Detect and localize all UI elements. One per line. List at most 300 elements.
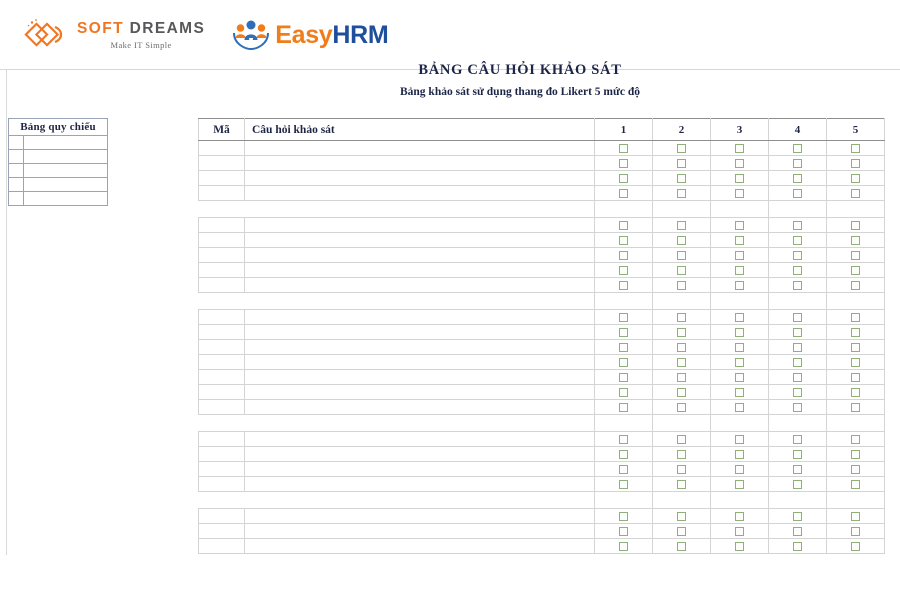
likert-cell-1[interactable] (595, 186, 653, 201)
likert-cell-2[interactable] (653, 400, 711, 415)
likert-cell-1[interactable] (595, 400, 653, 415)
likert-checkbox-dt3-2[interactable] (677, 251, 686, 260)
likert-checkbox-dn3-5[interactable] (851, 465, 860, 474)
table-row (199, 171, 885, 186)
likert-checkbox-dt2-5[interactable] (851, 236, 860, 245)
likert-checkbox-cv3-3[interactable] (735, 542, 744, 551)
likert-cell-1[interactable] (595, 310, 653, 325)
likert-checkbox-dn1-3[interactable] (735, 435, 744, 444)
likert-checkbox-ld6-4[interactable] (793, 388, 802, 397)
question-text (245, 233, 595, 248)
likert-cell-4[interactable] (769, 524, 827, 539)
likert-cell-2[interactable] (653, 355, 711, 370)
question-text (245, 477, 595, 492)
likert-cell-4[interactable] (769, 186, 827, 201)
likert-checkbox-tl2-3[interactable] (735, 159, 744, 168)
table-row (199, 432, 885, 447)
likert-cell-3[interactable] (711, 447, 769, 462)
likert-cell-5[interactable] (827, 141, 885, 156)
likert-checkbox-ld5-2[interactable] (677, 373, 686, 382)
soft-dreams-mark-icon (24, 18, 70, 52)
likert-checkbox-ld5-4[interactable] (793, 373, 802, 382)
likert-checkbox-ld7-3[interactable] (735, 403, 744, 412)
likert-cell-2[interactable] (653, 462, 711, 477)
likert-checkbox-cv1-1[interactable] (619, 512, 628, 521)
table-row (9, 136, 108, 150)
likert-cell-3[interactable] (711, 400, 769, 415)
likert-checkbox-ld1-2[interactable] (677, 313, 686, 322)
likert-checkbox-ld4-1[interactable] (619, 358, 628, 367)
table-row (199, 400, 885, 415)
likert-checkbox-tl2-4[interactable] (793, 159, 802, 168)
likert-checkbox-dt1-4[interactable] (793, 221, 802, 230)
question-text (245, 509, 595, 524)
likert-cell-2[interactable] (653, 325, 711, 340)
likert-checkbox-dt5-1[interactable] (619, 281, 628, 290)
likert-cell-2[interactable] (653, 340, 711, 355)
likert-cell-3[interactable] (711, 509, 769, 524)
reference-label (24, 164, 108, 178)
likert-checkbox-dt1-2[interactable] (677, 221, 686, 230)
easyhrm-logo (231, 18, 388, 52)
likert-cell-4[interactable] (769, 156, 827, 171)
reference-label (24, 150, 108, 164)
likert-cell-5[interactable] (827, 278, 885, 293)
likert-cell-3[interactable] (711, 355, 769, 370)
likert-checkbox-ld6-2[interactable] (677, 388, 686, 397)
likert-cell-2[interactable] (653, 233, 711, 248)
question-code (199, 310, 245, 325)
likert-cell-2[interactable] (653, 218, 711, 233)
spacer-cell (653, 293, 711, 310)
likert-cell-2[interactable] (653, 248, 711, 263)
likert-cell-2[interactable] (653, 447, 711, 462)
likert-checkbox-tl3-3[interactable] (735, 174, 744, 183)
likert-checkbox-ld1-4[interactable] (793, 313, 802, 322)
likert-cell-4[interactable] (769, 278, 827, 293)
likert-cell-2[interactable] (653, 186, 711, 201)
likert-cell-1[interactable] (595, 432, 653, 447)
spacer-cell (199, 492, 245, 509)
likert-checkbox-ld5-3[interactable] (735, 373, 744, 382)
likert-cell-4[interactable] (769, 171, 827, 186)
likert-cell-5[interactable] (827, 156, 885, 171)
likert-cell-3[interactable] (711, 141, 769, 156)
spacer-cell (653, 201, 711, 218)
table-row (9, 192, 108, 206)
likert-checkbox-ld3-1[interactable] (619, 343, 628, 352)
likert-cell-5[interactable] (827, 385, 885, 400)
likert-cell-5[interactable] (827, 248, 885, 263)
logo-group (24, 18, 388, 52)
likert-cell-4[interactable] (769, 477, 827, 492)
question-text (245, 248, 595, 263)
likert-checkbox-dt2-3[interactable] (735, 236, 744, 245)
likert-cell-5[interactable] (827, 233, 885, 248)
likert-checkbox-ld3-3[interactable] (735, 343, 744, 352)
likert-cell-3[interactable] (711, 278, 769, 293)
likert-checkbox-dt2-4[interactable] (793, 236, 802, 245)
table-row (199, 278, 885, 293)
likert-checkbox-cv2-3[interactable] (735, 527, 744, 536)
likert-cell-1[interactable] (595, 340, 653, 355)
likert-checkbox-tl1-4[interactable] (793, 144, 802, 153)
likert-cell-4[interactable] (769, 233, 827, 248)
likert-cell-4[interactable] (769, 539, 827, 554)
question-code (199, 156, 245, 171)
likert-cell-1[interactable] (595, 477, 653, 492)
likert-cell-3[interactable] (711, 156, 769, 171)
table-row (199, 248, 885, 263)
likert-cell-1[interactable] (595, 524, 653, 539)
reference-label (24, 136, 108, 150)
likert-checkbox-dn4-2[interactable] (677, 480, 686, 489)
likert-checkbox-dt2-2[interactable] (677, 236, 686, 245)
likert-checkbox-tl1-2[interactable] (677, 144, 686, 153)
question-code (199, 524, 245, 539)
likert-checkbox-tl3-1[interactable] (619, 174, 628, 183)
likert-cell-1[interactable] (595, 263, 653, 278)
table-row (199, 447, 885, 462)
likert-checkbox-tl1-3[interactable] (735, 144, 744, 153)
likert-checkbox-ld1-5[interactable] (851, 313, 860, 322)
likert-cell-1[interactable] (595, 355, 653, 370)
likert-checkbox-ld2-5[interactable] (851, 328, 860, 337)
table-row (199, 186, 885, 201)
likert-cell-5[interactable] (827, 509, 885, 524)
likert-checkbox-ld2-2[interactable] (677, 328, 686, 337)
likert-checkbox-ld3-5[interactable] (851, 343, 860, 352)
likert-cell-5[interactable] (827, 186, 885, 201)
likert-checkbox-dt4-3[interactable] (735, 266, 744, 275)
spacer-cell (827, 415, 885, 432)
spacer-cell (827, 492, 885, 509)
likert-checkbox-dn3-4[interactable] (793, 465, 802, 474)
likert-cell-4[interactable] (769, 462, 827, 477)
likert-checkbox-dn1-5[interactable] (851, 435, 860, 444)
likert-checkbox-dt3-5[interactable] (851, 251, 860, 260)
question-code (199, 218, 245, 233)
question-text (245, 171, 595, 186)
likert-cell-3[interactable] (711, 432, 769, 447)
likert-cell-5[interactable] (827, 400, 885, 415)
likert-checkbox-ld1-3[interactable] (735, 313, 744, 322)
table-row (199, 325, 885, 340)
likert-checkbox-tl4-5[interactable] (851, 189, 860, 198)
likert-cell-1[interactable] (595, 370, 653, 385)
likert-cell-4[interactable] (769, 340, 827, 355)
likert-checkbox-dn4-5[interactable] (851, 480, 860, 489)
spacer-cell (827, 293, 885, 310)
easyhrm-name-easy: Easy (275, 20, 333, 49)
soft-dreams-tagline: Make IT Simple (110, 39, 172, 50)
likert-checkbox-cv1-5[interactable] (851, 512, 860, 521)
likert-cell-5[interactable] (827, 477, 885, 492)
likert-checkbox-ld7-1[interactable] (619, 403, 628, 412)
likert-checkbox-cv3-5[interactable] (851, 542, 860, 551)
question-code (199, 263, 245, 278)
likert-cell-2[interactable] (653, 509, 711, 524)
likert-cell-2[interactable] (653, 141, 711, 156)
likert-cell-5[interactable] (827, 340, 885, 355)
likert-checkbox-dt3-1[interactable] (619, 251, 628, 260)
likert-checkbox-ld3-2[interactable] (677, 343, 686, 352)
table-row (9, 119, 108, 136)
likert-checkbox-ld7-2[interactable] (677, 403, 686, 412)
likert-cell-1[interactable] (595, 462, 653, 477)
likert-checkbox-dn4-4[interactable] (793, 480, 802, 489)
likert-checkbox-dn3-1[interactable] (619, 465, 628, 474)
likert-checkbox-dn1-1[interactable] (619, 435, 628, 444)
reference-label (24, 178, 108, 192)
table-row (199, 524, 885, 539)
likert-cell-2[interactable] (653, 263, 711, 278)
likert-checkbox-ld3-4[interactable] (793, 343, 802, 352)
likert-cell-5[interactable] (827, 462, 885, 477)
likert-checkbox-cv2-2[interactable] (677, 527, 686, 536)
question-text (245, 141, 595, 156)
likert-checkbox-ld7-5[interactable] (851, 403, 860, 412)
question-text (245, 539, 595, 554)
likert-checkbox-cv1-4[interactable] (793, 512, 802, 521)
likert-checkbox-tl3-2[interactable] (677, 174, 686, 183)
likert-cell-4[interactable] (769, 248, 827, 263)
likert-cell-3[interactable] (711, 186, 769, 201)
reference-value (9, 136, 24, 150)
likert-cell-5[interactable] (827, 432, 885, 447)
likert-checkbox-dn2-1[interactable] (619, 450, 628, 459)
likert-checkbox-dn2-4[interactable] (793, 450, 802, 459)
likert-cell-4[interactable] (769, 370, 827, 385)
question-code (199, 171, 245, 186)
likert-checkbox-ld4-5[interactable] (851, 358, 860, 367)
likert-cell-2[interactable] (653, 477, 711, 492)
easyhrm-people-icon (231, 18, 271, 52)
likert-cell-5[interactable] (827, 370, 885, 385)
likert-checkbox-dt4-4[interactable] (793, 266, 802, 275)
likert-cell-2[interactable] (653, 539, 711, 554)
likert-cell-3[interactable] (711, 233, 769, 248)
likert-cell-2[interactable] (653, 370, 711, 385)
likert-cell-3[interactable] (711, 462, 769, 477)
likert-cell-5[interactable] (827, 218, 885, 233)
likert-checkbox-ld4-3[interactable] (735, 358, 744, 367)
spacer-cell (245, 492, 595, 509)
likert-cell-2[interactable] (653, 156, 711, 171)
likert-cell-1[interactable] (595, 509, 653, 524)
likert-cell-4[interactable] (769, 447, 827, 462)
likert-checkbox-cv1-3[interactable] (735, 512, 744, 521)
likert-checkbox-dn2-2[interactable] (677, 450, 686, 459)
likert-checkbox-dt4-1[interactable] (619, 266, 628, 275)
column-header-scale-2: 2 (653, 119, 711, 141)
likert-cell-4[interactable] (769, 385, 827, 400)
likert-cell-3[interactable] (711, 171, 769, 186)
likert-cell-4[interactable] (769, 325, 827, 340)
likert-cell-4[interactable] (769, 509, 827, 524)
likert-checkbox-ld2-1[interactable] (619, 328, 628, 337)
likert-checkbox-ld7-4[interactable] (793, 403, 802, 412)
likert-checkbox-cv2-1[interactable] (619, 527, 628, 536)
question-text (245, 310, 595, 325)
likert-checkbox-ld5-5[interactable] (851, 373, 860, 382)
likert-checkbox-dt1-1[interactable] (619, 221, 628, 230)
likert-cell-3[interactable] (711, 340, 769, 355)
likert-checkbox-cv3-1[interactable] (619, 542, 628, 551)
likert-checkbox-ld2-3[interactable] (735, 328, 744, 337)
likert-cell-1[interactable] (595, 325, 653, 340)
question-code (199, 447, 245, 462)
spacer-cell (245, 415, 595, 432)
likert-cell-5[interactable] (827, 171, 885, 186)
likert-cell-1[interactable] (595, 156, 653, 171)
likert-cell-5[interactable] (827, 263, 885, 278)
likert-checkbox-dt5-2[interactable] (677, 281, 686, 290)
likert-checkbox-cv3-2[interactable] (677, 542, 686, 551)
likert-checkbox-ld1-1[interactable] (619, 313, 628, 322)
likert-checkbox-tl4-1[interactable] (619, 189, 628, 198)
likert-cell-3[interactable] (711, 248, 769, 263)
likert-cell-4[interactable] (769, 141, 827, 156)
likert-cell-5[interactable] (827, 355, 885, 370)
likert-cell-3[interactable] (711, 263, 769, 278)
likert-cell-2[interactable] (653, 171, 711, 186)
likert-checkbox-tl4-2[interactable] (677, 189, 686, 198)
likert-cell-3[interactable] (711, 524, 769, 539)
likert-cell-3[interactable] (711, 310, 769, 325)
likert-cell-2[interactable] (653, 385, 711, 400)
likert-cell-2[interactable] (653, 432, 711, 447)
reference-table-head (9, 119, 108, 136)
section-spacer-row (199, 492, 885, 509)
likert-cell-2[interactable] (653, 278, 711, 293)
likert-checkbox-dn3-2[interactable] (677, 465, 686, 474)
reference-value (9, 178, 24, 192)
likert-cell-1[interactable] (595, 385, 653, 400)
likert-checkbox-tl2-1[interactable] (619, 159, 628, 168)
likert-checkbox-dt1-5[interactable] (851, 221, 860, 230)
likert-checkbox-tl3-5[interactable] (851, 174, 860, 183)
likert-cell-1[interactable] (595, 447, 653, 462)
likert-cell-1[interactable] (595, 233, 653, 248)
likert-cell-5[interactable] (827, 447, 885, 462)
likert-cell-4[interactable] (769, 400, 827, 415)
likert-checkbox-dt2-1[interactable] (619, 236, 628, 245)
likert-cell-4[interactable] (769, 310, 827, 325)
likert-checkbox-ld2-4[interactable] (793, 328, 802, 337)
likert-checkbox-dn2-5[interactable] (851, 450, 860, 459)
question-code (199, 355, 245, 370)
likert-checkbox-cv3-4[interactable] (793, 542, 802, 551)
likert-checkbox-dn2-3[interactable] (735, 450, 744, 459)
likert-checkbox-dn4-3[interactable] (735, 480, 744, 489)
reference-value (9, 192, 24, 206)
likert-cell-2[interactable] (653, 310, 711, 325)
spacer-cell (199, 293, 245, 310)
likert-checkbox-dt4-5[interactable] (851, 266, 860, 275)
likert-cell-4[interactable] (769, 263, 827, 278)
likert-checkbox-tl3-4[interactable] (793, 174, 802, 183)
likert-checkbox-dt4-2[interactable] (677, 266, 686, 275)
easyhrm-name-hrm: HRM (332, 20, 389, 49)
likert-cell-1[interactable] (595, 278, 653, 293)
likert-cell-4[interactable] (769, 432, 827, 447)
likert-checkbox-ld6-3[interactable] (735, 388, 744, 397)
table-row (199, 310, 885, 325)
spacer-cell (595, 293, 653, 310)
likert-checkbox-dn1-2[interactable] (677, 435, 686, 444)
spacer-cell (769, 415, 827, 432)
likert-checkbox-tl4-3[interactable] (735, 189, 744, 198)
survey-table (198, 118, 885, 554)
survey-table-head (199, 119, 885, 141)
reference-table (8, 118, 108, 206)
likert-checkbox-dt5-3[interactable] (735, 281, 744, 290)
likert-cell-3[interactable] (711, 218, 769, 233)
question-code (199, 233, 245, 248)
likert-cell-4[interactable] (769, 355, 827, 370)
likert-checkbox-dt3-4[interactable] (793, 251, 802, 260)
table-row (199, 370, 885, 385)
question-text (245, 263, 595, 278)
likert-cell-3[interactable] (711, 325, 769, 340)
spacer-cell (769, 201, 827, 218)
likert-checkbox-ld4-4[interactable] (793, 358, 802, 367)
likert-checkbox-ld5-1[interactable] (619, 373, 628, 382)
table-row (9, 178, 108, 192)
likert-cell-5[interactable] (827, 539, 885, 554)
likert-checkbox-tl4-4[interactable] (793, 189, 802, 198)
likert-cell-3[interactable] (711, 370, 769, 385)
likert-checkbox-dn4-1[interactable] (619, 480, 628, 489)
survey-table-body (199, 141, 885, 554)
likert-checkbox-ld4-2[interactable] (677, 358, 686, 367)
likert-checkbox-cv1-2[interactable] (677, 512, 686, 521)
likert-checkbox-tl2-5[interactable] (851, 159, 860, 168)
likert-cell-1[interactable] (595, 141, 653, 156)
likert-cell-1[interactable] (595, 218, 653, 233)
likert-cell-1[interactable] (595, 539, 653, 554)
likert-checkbox-dt5-4[interactable] (793, 281, 802, 290)
likert-cell-1[interactable] (595, 171, 653, 186)
likert-checkbox-dt3-3[interactable] (735, 251, 744, 260)
likert-checkbox-tl1-1[interactable] (619, 144, 628, 153)
likert-checkbox-dt1-3[interactable] (735, 221, 744, 230)
likert-checkbox-dt5-5[interactable] (851, 281, 860, 290)
likert-cell-1[interactable] (595, 248, 653, 263)
likert-cell-5[interactable] (827, 310, 885, 325)
likert-checkbox-cv2-5[interactable] (851, 527, 860, 536)
likert-checkbox-cv2-4[interactable] (793, 527, 802, 536)
likert-checkbox-dn3-3[interactable] (735, 465, 744, 474)
likert-cell-3[interactable] (711, 539, 769, 554)
likert-checkbox-ld6-5[interactable] (851, 388, 860, 397)
table-row (199, 218, 885, 233)
likert-cell-3[interactable] (711, 477, 769, 492)
likert-cell-3[interactable] (711, 385, 769, 400)
likert-checkbox-dn1-4[interactable] (793, 435, 802, 444)
question-text (245, 186, 595, 201)
likert-cell-5[interactable] (827, 325, 885, 340)
likert-checkbox-tl1-5[interactable] (851, 144, 860, 153)
likert-cell-2[interactable] (653, 524, 711, 539)
likert-checkbox-ld6-1[interactable] (619, 388, 628, 397)
page-subtitle: Bảng khảo sát sử dụng thang đo Likert 5 mức độ (399, 86, 641, 98)
likert-checkbox-tl2-2[interactable] (677, 159, 686, 168)
likert-cell-4[interactable] (769, 218, 827, 233)
likert-cell-5[interactable] (827, 524, 885, 539)
spacer-cell (711, 492, 769, 509)
